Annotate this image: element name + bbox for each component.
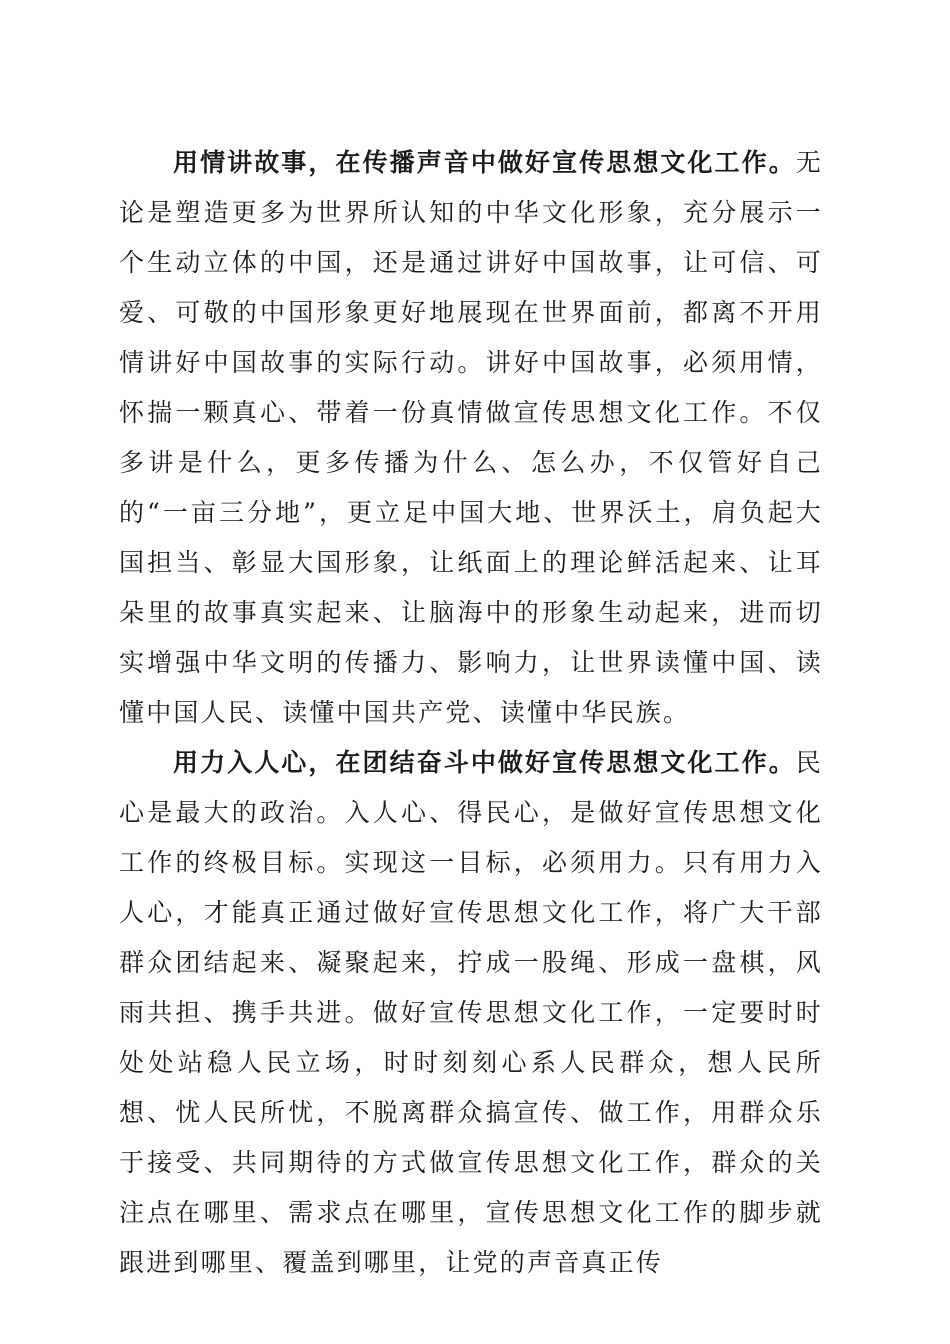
paragraph-body-text: 民心是最大的政治。入人心、得民心，是做好宣传思想文化工作的终极目标。实现这一目标，必须用力。只有用力入人心，才能真正通过做好宣传思想文化工作，将广大干部群众团结起来、凝聚起来，拧成一股绳、形成一盘棋，风雨共担、携手共进。做好宣传思想文化工作，一定要时时处处站稳人民立场，时时刻刻心系人民群众，想人民所想、忧人民所忧，不脱离群众搞宣传、做工作，用群众乐于接受、共同期待的方式做宣传思想文化工作，群众的关注点在哪里、需求点在哪里，宣传思想文化工作的脚步就跟进到哪里、覆盖到哪里，让党的声音真正传	[119, 748, 823, 1277]
paragraph-lead-heading: 用力入人心，在团结奋斗中做好宣传思想文化工作。	[173, 748, 796, 777]
document-body	[119, 138, 823, 1288]
paragraph-body-text: 无论是塑造更多为世界所认知的中华文化形象，充分展示一个生动立体的中国，还是通过讲好中国故事，让可信、可爱、可敬的中国形象更好地展现在世界面前，都离不开用情讲好中国故事的实际行动。讲好中国故事，必须用情，怀揣一颗真心、带着一份真情做宣传思想文化工作。不仅多讲是什么，更多传播为什么、怎么办，不仅管好自己的“一亩三分地”，更立足中国大地、世界沃土，肩负起大国担当、彰显大国形象，让纸面上的理论鲜活起来、让耳朵里的故事真实起来、让脑海中的形象生动起来，进而切实增强中华文明的传播力、影响力，让世界读懂中国、读懂中国人民、读懂中国共产党、读懂中华民族。	[119, 148, 823, 727]
paragraph-lead-heading: 用情讲故事，在传播声音中做好宣传思想文化工作。	[173, 148, 796, 177]
paragraph-storytelling	[119, 138, 823, 738]
paragraph-winning-hearts	[119, 738, 823, 1288]
